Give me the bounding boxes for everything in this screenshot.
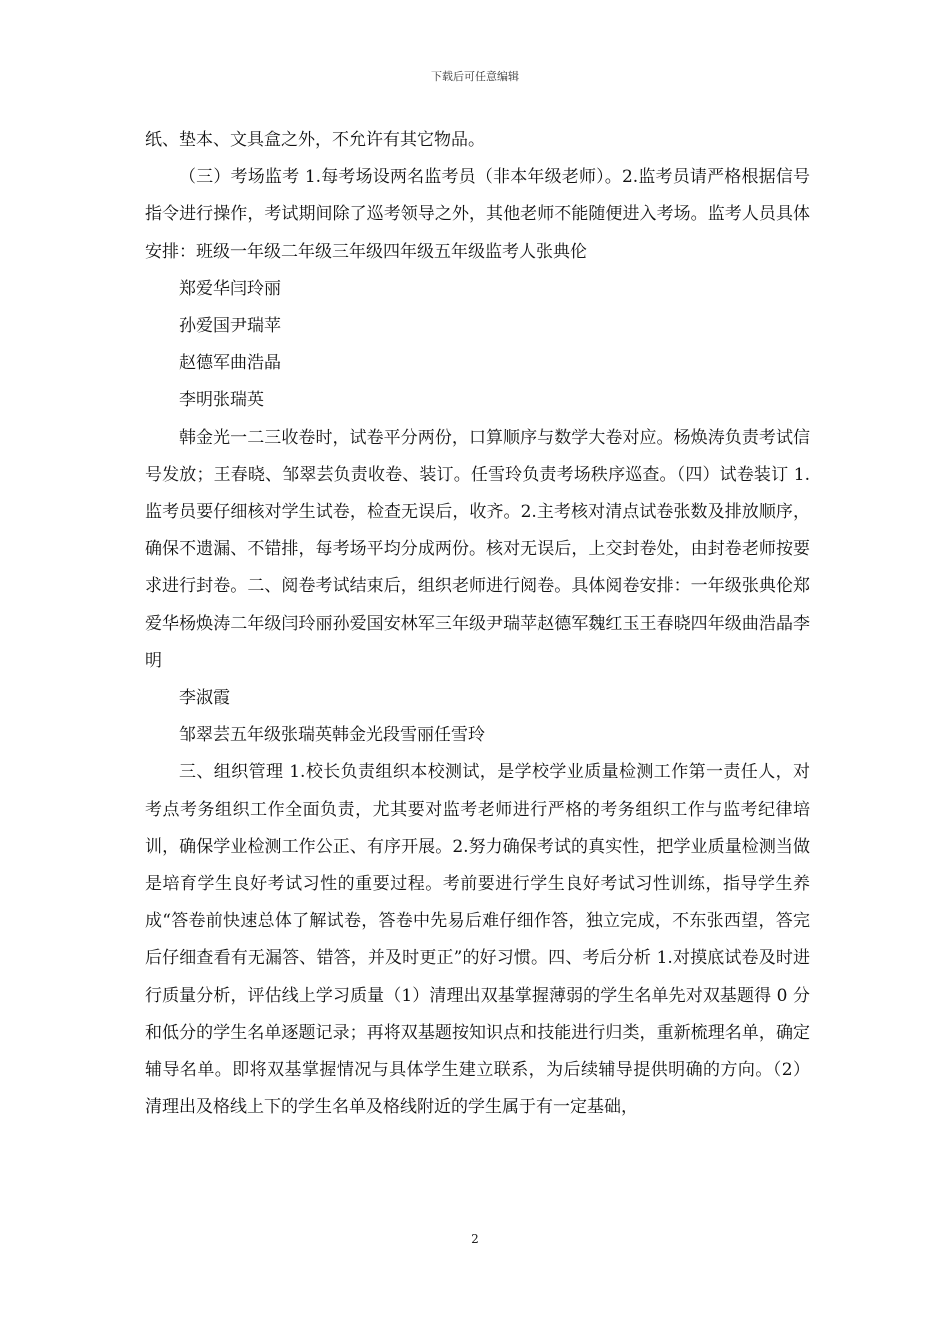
paragraph-5: 赵德军曲浩晶 — [179, 353, 281, 374]
paragraph-1: 纸、垫本、文具盒之外，不允许有其它物品。 — [145, 130, 485, 150]
paragraph-6: 李明张瑞英 — [179, 390, 264, 411]
document-body — [145, 122, 810, 1126]
paragraph-10: 三、组织管理 1.校长负责组织本校测试，是学校学业质量检测工作第一责任人，对考点考务组织工作全面负责，尤其要对监考老师进行严格的考务组织工作与监考纪律培训，确保学业检测工作公正、有序开展。2.努力确保考试的真实性，把学业质量检测当做是培育学生良好考试习性的重要过程。考前要进行学生良好考试习性训练，指导学生养成“答卷前快速总体了解试卷，答卷中先易后难仔细作答，独立完成，不东张西望，答完后仔细查看有无漏答、错答，并及时更正”的好习惯。四、考后分析 1.对摸底试卷及时进行质量分析，评估线上学习质量（1）清理出双基掌握薄弱的学生名单先对双基题得 0 分和低分的学生名单逐题记录；再将双基题按知识点和技能进行归类，重新梳理名单，确定辅导名单。即将双基掌握情况与具体学生建立联系，为后续辅导提供明确的方向。（2）清理出及格线上下的学生名单及格线附近的学生属于有一定基础， — [145, 762, 810, 1118]
page-number: 2 — [471, 1232, 479, 1246]
paragraph-9: 邹翠芸五年级张瑞英韩金光段雪丽任雪玲 — [179, 725, 485, 746]
paragraph-7: 韩金光一二三收卷时，试卷平分两份，口算顺序与数学大卷对应。杨焕涛负责考试信号发放；王春晓、邹翠芸负责收卷、装订。任雪玲负责考场秩序巡查。（四）试卷装订 1.监考员要仔细核对学生试卷，检查无误后，收齐。2.主考核对清点试卷张数及排放顺序，确保不遗漏、不错排，每考场平均分成两份。核对无误后，上交封卷处，由封卷老师按要求进行封卷。二、阅卷考试结束后，组织老师进行阅卷。具体阅卷安排：一年级张典伦郑爱华杨焕涛二年级闫玲丽孙爱国安林军三年级尹瑞苹赵德军魏红玉王春晓四年级曲浩晶李明 — [145, 427, 810, 671]
paragraph-3: 郑爱华闫玲丽 — [179, 278, 281, 299]
page-header-note: 下载后可任意编辑 — [431, 70, 519, 83]
paragraph-4: 孙爱国尹瑞苹 — [179, 316, 281, 337]
paragraph-2: （三）考场监考 1.每考场设两名监考员（非本年级老师）。2.监考员请严格根据信号指令进行操作，考试期间除了巡考领导之外，其他老师不能随便进入考场。监考人员具体安排：班级一年级二年级三年级四年级五年级监考人张典伦 — [145, 167, 810, 262]
paragraph-8: 李淑霞 — [179, 688, 230, 709]
